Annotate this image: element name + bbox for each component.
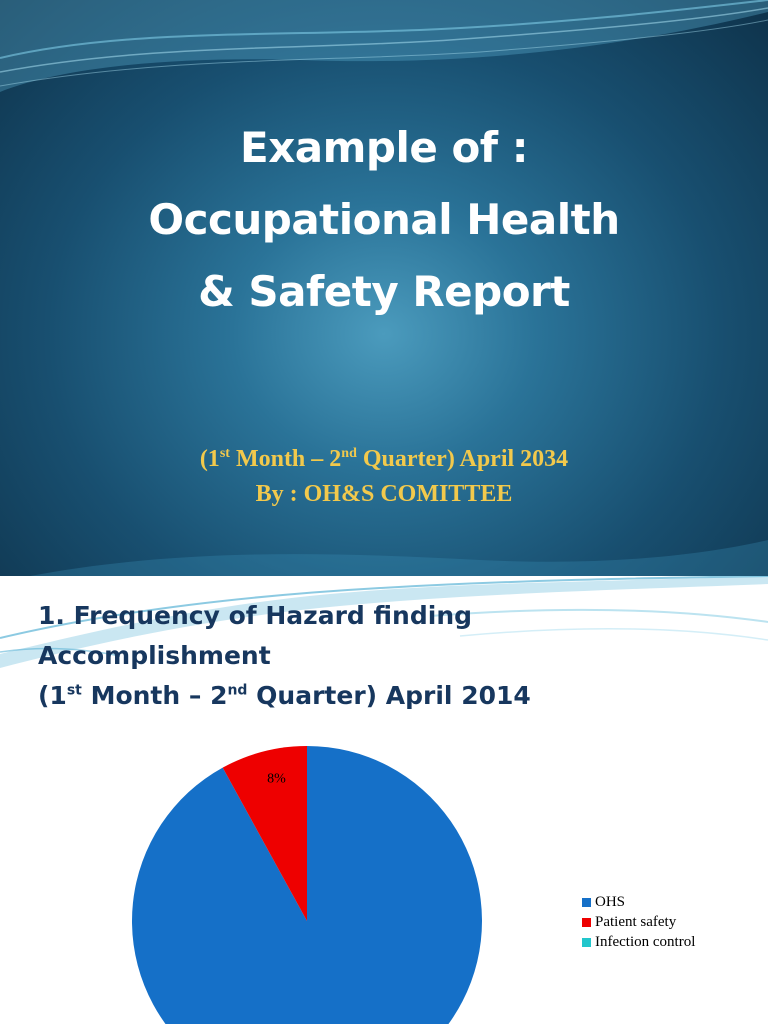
title-line: & Safety Report <box>198 267 570 316</box>
slide-subtitle <box>40 442 728 512</box>
chart-slide <box>0 576 768 1024</box>
legend-item <box>582 912 695 932</box>
heading-line: Accomplishment <box>38 641 271 670</box>
legend-label: Infection control <box>595 934 696 950</box>
slide-title <box>60 112 708 328</box>
title-line: Occupational Health <box>148 195 620 244</box>
period-line: (1st Month – 2nd Quarter) April 2034 <box>199 446 569 472</box>
pie-chart <box>0 576 768 1024</box>
legend-item <box>582 932 695 952</box>
legend-label: OHS <box>595 894 626 910</box>
legend-label: Patient safety <box>595 914 677 930</box>
heading-line: (1st Month – 2nd Quarter) April 2014 <box>38 681 531 710</box>
legend-item <box>582 892 695 912</box>
byline: By : OH&S COMITTEE <box>255 481 513 507</box>
title-line: Example of : <box>240 123 528 172</box>
chart-legend <box>582 892 695 952</box>
heading-line: 1. Frequency of Hazard finding <box>38 601 473 630</box>
legend-swatch <box>582 938 591 947</box>
legend-swatch <box>582 898 591 907</box>
data-label: 8% <box>267 771 286 787</box>
legend-swatch <box>582 918 591 927</box>
